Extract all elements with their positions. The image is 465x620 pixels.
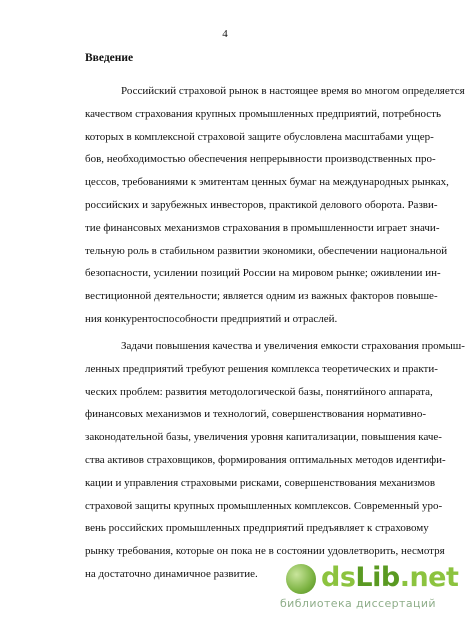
text-line: финансовых механизмов и технологий, совершенствования нормативно-	[85, 408, 426, 421]
text-line: цессов, требованиями к эмитентам ценных бумаг на международных рынках,	[85, 176, 449, 189]
text-line: Задачи повышения качества и увеличения емкости страхования промыш-	[121, 340, 465, 352]
logo-net: .net	[399, 562, 459, 593]
watermark-subtitle: библиотека диссертаций	[279, 597, 436, 610]
watermark-logo	[321, 562, 458, 593]
globe-icon	[286, 564, 316, 594]
text-line: ленных предприятий требуют решения комплекса теоретических и практи-	[85, 362, 438, 375]
text-line: рынку требования, которые он пока не в состоянии удовлетворить, несмотря	[85, 545, 445, 558]
text-line: российских и зарубежных инвесторов, практикой делового оборота. Разви-	[85, 198, 438, 211]
text-line: качеством страхования крупных промышленных предприятий, потребность	[85, 107, 441, 120]
text-line: ческих проблем: развития методологической базы, понятийного аппарата,	[85, 385, 433, 398]
text-line: законодательной базы, увеличения уровня капитализации, повышения каче-	[85, 431, 442, 444]
text-line: вестиционной деятельности; является одним из важных факторов повыше-	[85, 290, 438, 303]
text-line: ства активов страховщиков, формирования оптимальных методов идентифи-	[85, 453, 446, 466]
text-line: которых в комплексной страховой защите обусловлена масштабами ущер-	[85, 130, 434, 143]
paragraph-1	[85, 80, 465, 331]
page-number: 4	[222, 28, 228, 40]
text-line: безопасности, усилении позиций России на мировом рынке; оживлении ин-	[85, 267, 441, 280]
text-line: тельную роль в стабильном развитии экономики, обеспечении национальной	[85, 244, 448, 257]
text-line: кации и управления страховыми рисками, совершенствования механизмов	[85, 476, 436, 489]
watermark	[279, 560, 459, 614]
text-line: вень российских промышленных предприятий предъявляет к страховому	[85, 522, 429, 535]
logo-ds: ds	[321, 562, 356, 593]
text-line: Российский страховой рынок в настоящее время во многом определяется	[121, 85, 465, 97]
logo-lib: Lib	[355, 562, 400, 593]
text-line: бов, необходимостью обеспечения непрерывности производственных про-	[85, 153, 436, 166]
section-heading: Введение	[85, 52, 134, 64]
text-line: на достаточно динамичное развитие.	[85, 567, 258, 580]
text-line: тие финансовых механизмов страхования в промышленности играет значи-	[85, 221, 440, 234]
text-line: страховой защиты крупных промышленных комплексов. Современный уро-	[85, 499, 443, 512]
text-line: ния конкурентоспособности предприятий и отраслей.	[85, 312, 338, 325]
